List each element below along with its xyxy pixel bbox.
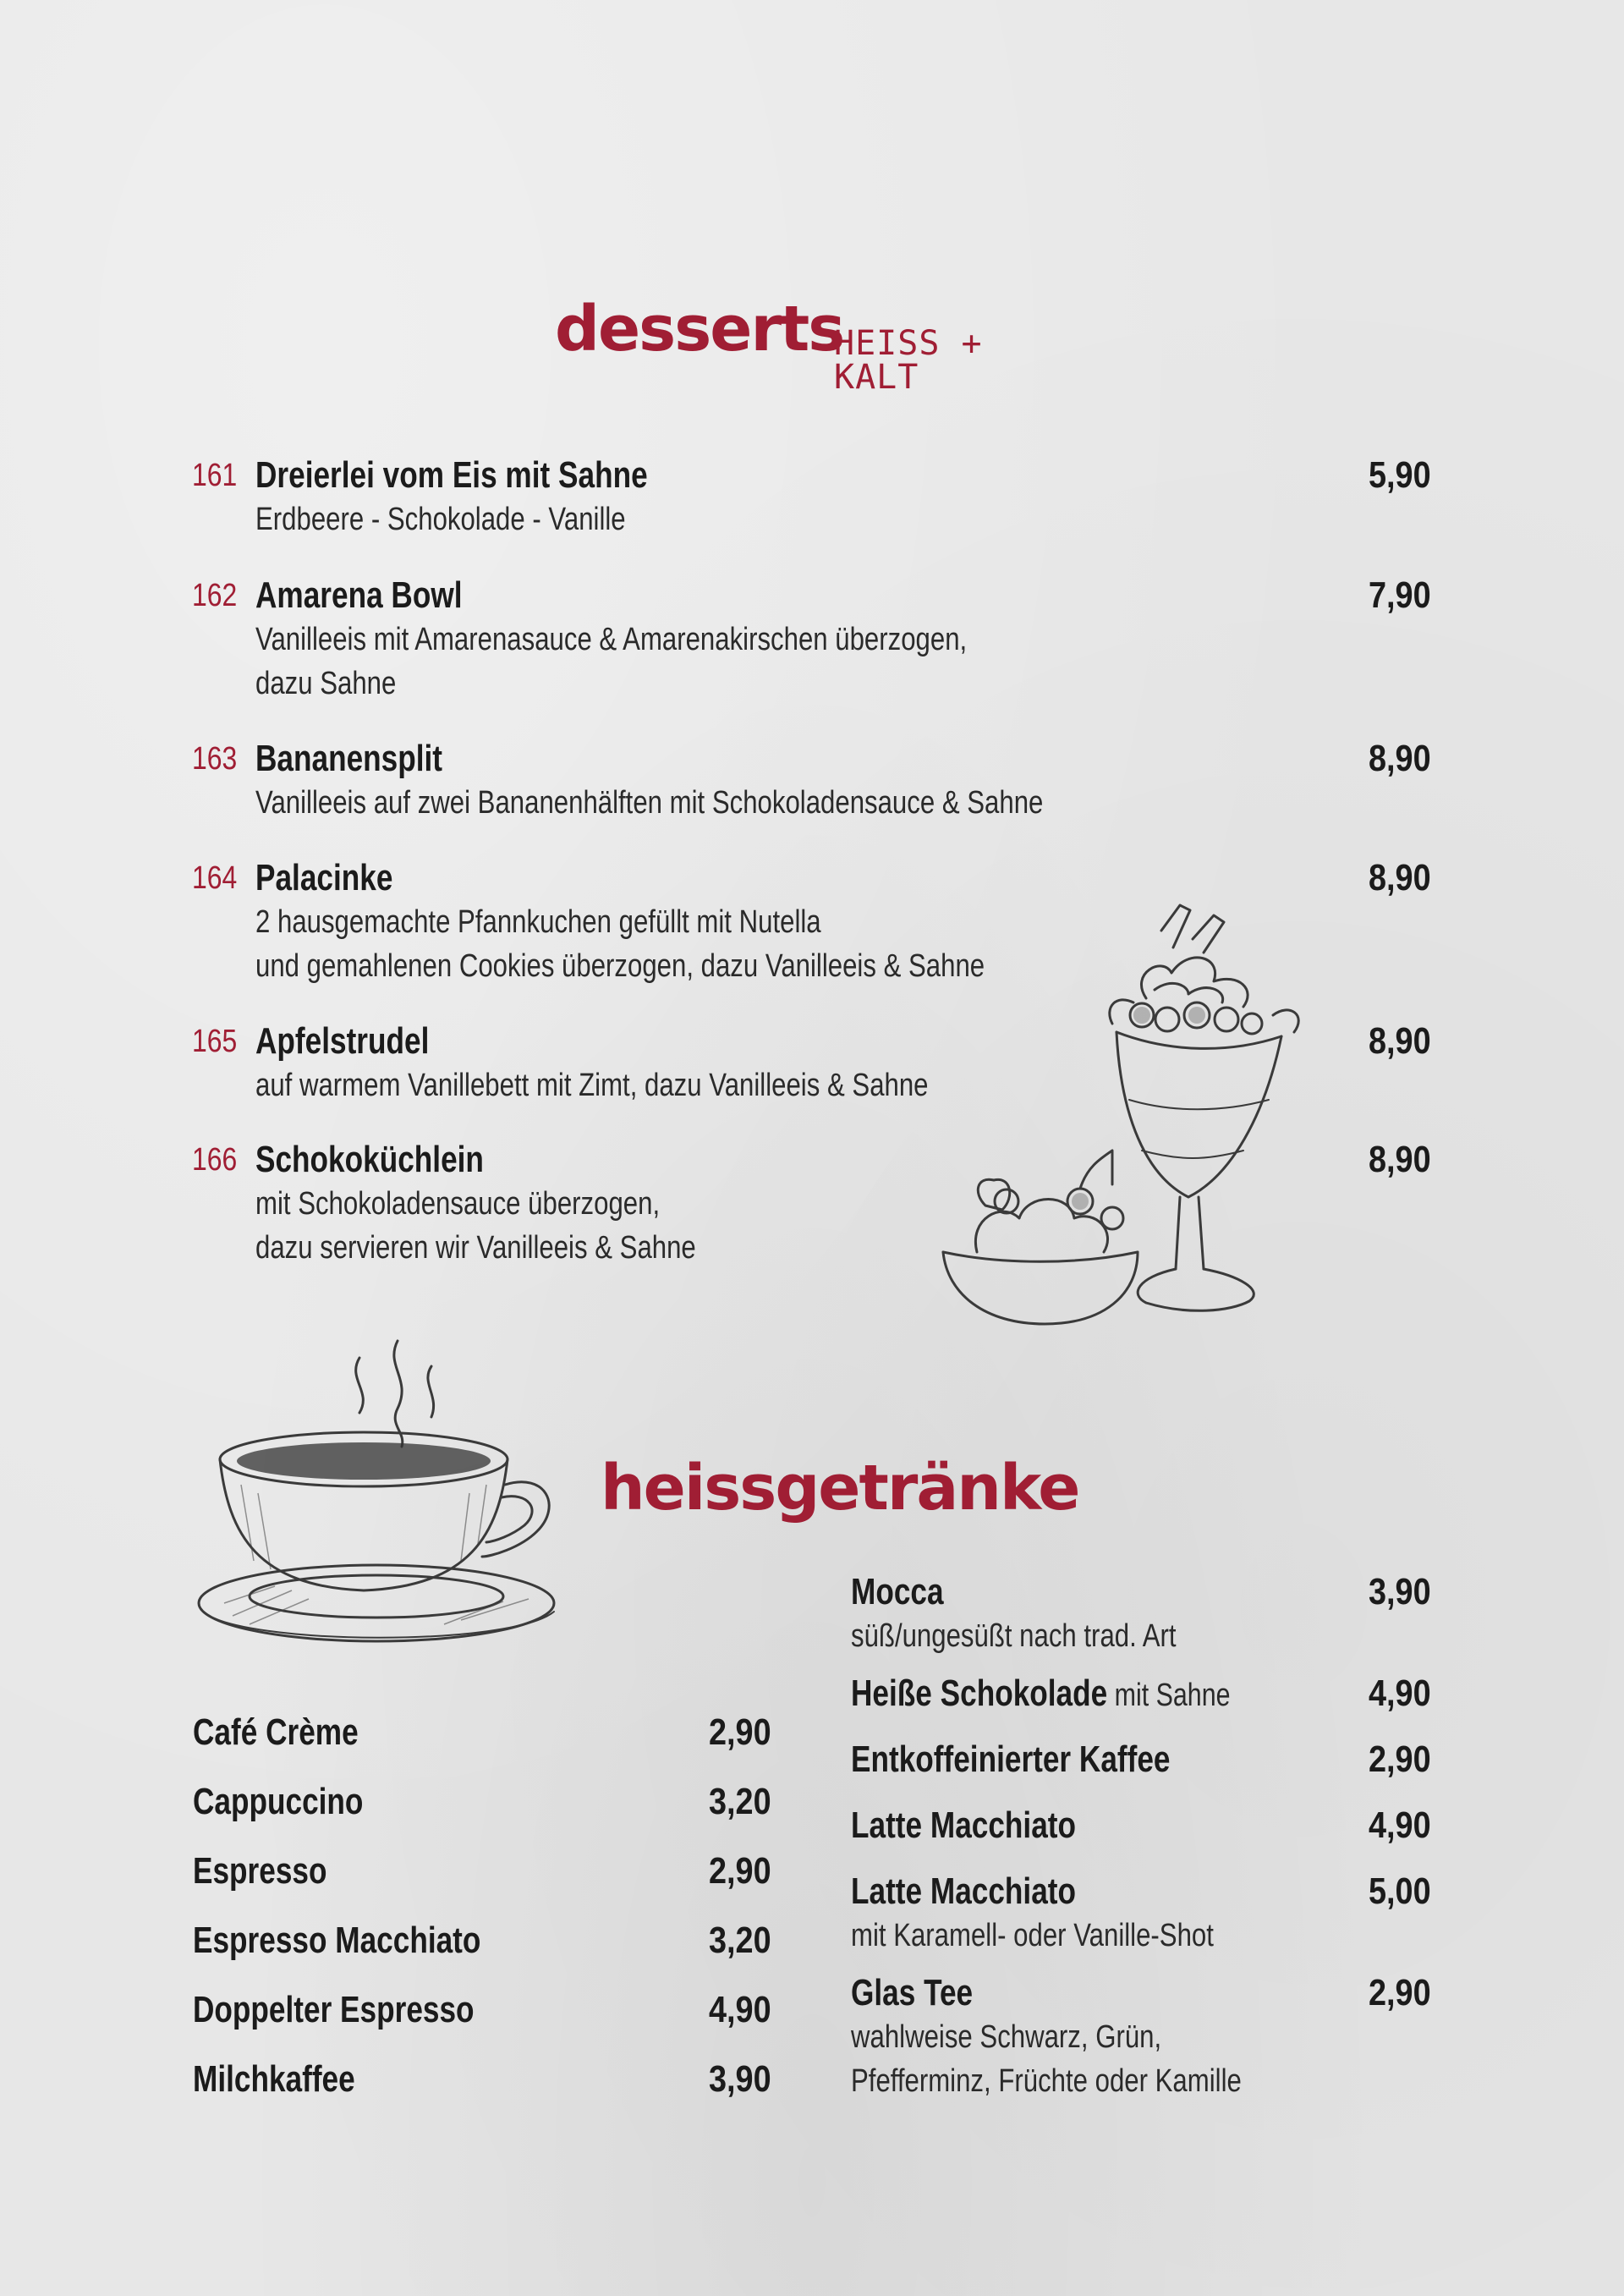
item-name: Palacinke (255, 857, 393, 898)
beverage-price: 4,90 (709, 1989, 771, 2030)
dessert-item-162 (0, 574, 1624, 709)
item-price: 8,90 (1369, 857, 1431, 898)
dessert-item-161 (0, 453, 1624, 547)
beverage-row (193, 1780, 771, 1824)
item-description-line2: und gemahlenen Cookies überzogen, dazu Vanilleeis & Sahne (255, 948, 985, 984)
item-name: Amarena Bowl (255, 574, 463, 616)
item-number: 163 (192, 741, 238, 777)
beverage-row (193, 1919, 771, 1963)
beverage-name: Mocca (851, 1571, 944, 1612)
beverage-name (851, 1672, 1231, 1717)
beverage-price: 2,90 (709, 1850, 771, 1892)
hot-drinks-title: heissgetränke (601, 1452, 1079, 1524)
item-price: 7,90 (1369, 574, 1431, 616)
beverage-row (851, 1971, 1431, 2103)
item-number: 164 (192, 860, 238, 896)
beverage-name-main: Heiße Schokolade (851, 1673, 1108, 1714)
beverage-name: Entkoffeinierter Kaffee (851, 1738, 1171, 1780)
item-name: Schokoküchlein (255, 1139, 484, 1180)
beverage-row (193, 1988, 771, 2032)
beverage-price: 3,90 (1369, 1571, 1431, 1612)
beverage-price: 3,90 (709, 2058, 771, 2100)
coffee-cup-illustration (190, 1332, 588, 1671)
beverage-name: Latte Macchiato (851, 1870, 1077, 1912)
item-description-line2: dazu Sahne (255, 666, 397, 701)
dessert-item-166 (0, 1138, 1624, 1273)
beverage-name: Glas Tee (851, 1972, 974, 2013)
dessert-item-164 (0, 856, 1624, 991)
beverage-name: Milchkaffee (193, 2058, 355, 2100)
desserts-title: desserts (555, 293, 844, 365)
beverage-name: Cappuccino (193, 1781, 364, 1822)
item-name: Apfelstrudel (255, 1020, 430, 1062)
desserts-header (555, 293, 1079, 397)
item-number: 162 (192, 578, 238, 613)
hot-drinks-header (601, 1452, 1079, 1541)
beverage-name: Café Crème (193, 1711, 359, 1753)
beverage-row (851, 1672, 1431, 1716)
beverage-row (851, 1870, 1431, 1958)
beverage-price: 3,20 (709, 1781, 771, 1822)
item-description-line2: dazu servieren wir Vanilleeis & Sahne (255, 1230, 696, 1266)
dessert-item-163 (0, 737, 1624, 830)
beverage-price: 5,00 (1369, 1870, 1431, 1912)
item-name: Bananensplit (255, 738, 443, 779)
desserts-subtitle: HEISS + KALT (834, 324, 983, 397)
item-number: 166 (192, 1142, 238, 1178)
ice-cream-sundae-illustration (935, 897, 1332, 1337)
item-description: 2 hausgemachte Pfannkuchen gefüllt mit Nutella (255, 904, 821, 940)
item-description: auf warmem Vanillebett mit Zimt, dazu Vanilleeis & Sahne (255, 1068, 929, 1103)
beverage-price: 2,90 (1369, 1738, 1431, 1780)
beverage-description: süß/ungesüßt nach trad. Art (851, 1618, 1177, 1654)
item-number: 161 (192, 458, 238, 493)
beverage-row (193, 1711, 771, 1755)
beverage-row (851, 1570, 1431, 1658)
item-description: mit Schokoladensauce überzogen, (255, 1186, 661, 1222)
beverage-name: Espresso Macchiato (193, 1920, 481, 1961)
beverage-price: 2,90 (709, 1711, 771, 1753)
beverage-description: mit Karamell- oder Vanille-Shot (851, 1918, 1214, 1953)
beverage-row (851, 1804, 1431, 1848)
beverage-price: 4,90 (1369, 1673, 1431, 1714)
beverage-description: wahlweise Schwarz, Grün, (851, 2019, 1162, 2055)
beverage-row (193, 1849, 771, 1893)
item-description: Vanilleeis mit Amarenasauce & Amarenakirschen überzogen, (255, 622, 968, 657)
beverage-row (193, 2057, 771, 2101)
beverage-name: Doppelter Espresso (193, 1989, 475, 2030)
beverage-name: Latte Macchiato (851, 1804, 1077, 1846)
beverage-price: 3,20 (709, 1920, 771, 1961)
beverage-description-line2: Pfefferminz, Früchte oder Kamille (851, 2063, 1242, 2099)
beverage-row (851, 1738, 1431, 1782)
beverage-price: 4,90 (1369, 1804, 1431, 1846)
item-price: 5,90 (1369, 454, 1431, 496)
beverage-name: Espresso (193, 1850, 327, 1892)
beverage-name-suffix: mit Sahne (1107, 1678, 1231, 1713)
item-name: Dreierlei vom Eis mit Sahne (255, 454, 648, 496)
beverage-price: 2,90 (1369, 1972, 1431, 2013)
item-price: 8,90 (1369, 1020, 1431, 1062)
item-description: Vanilleeis auf zwei Bananenhälften mit Schokoladensauce & Sahne (255, 785, 1044, 821)
item-price: 8,90 (1369, 1139, 1431, 1180)
dessert-item-165 (0, 1019, 1624, 1112)
item-price: 8,90 (1369, 738, 1431, 779)
item-number: 165 (192, 1024, 238, 1059)
item-description: Erdbeere - Schokolade - Vanille (255, 502, 626, 537)
